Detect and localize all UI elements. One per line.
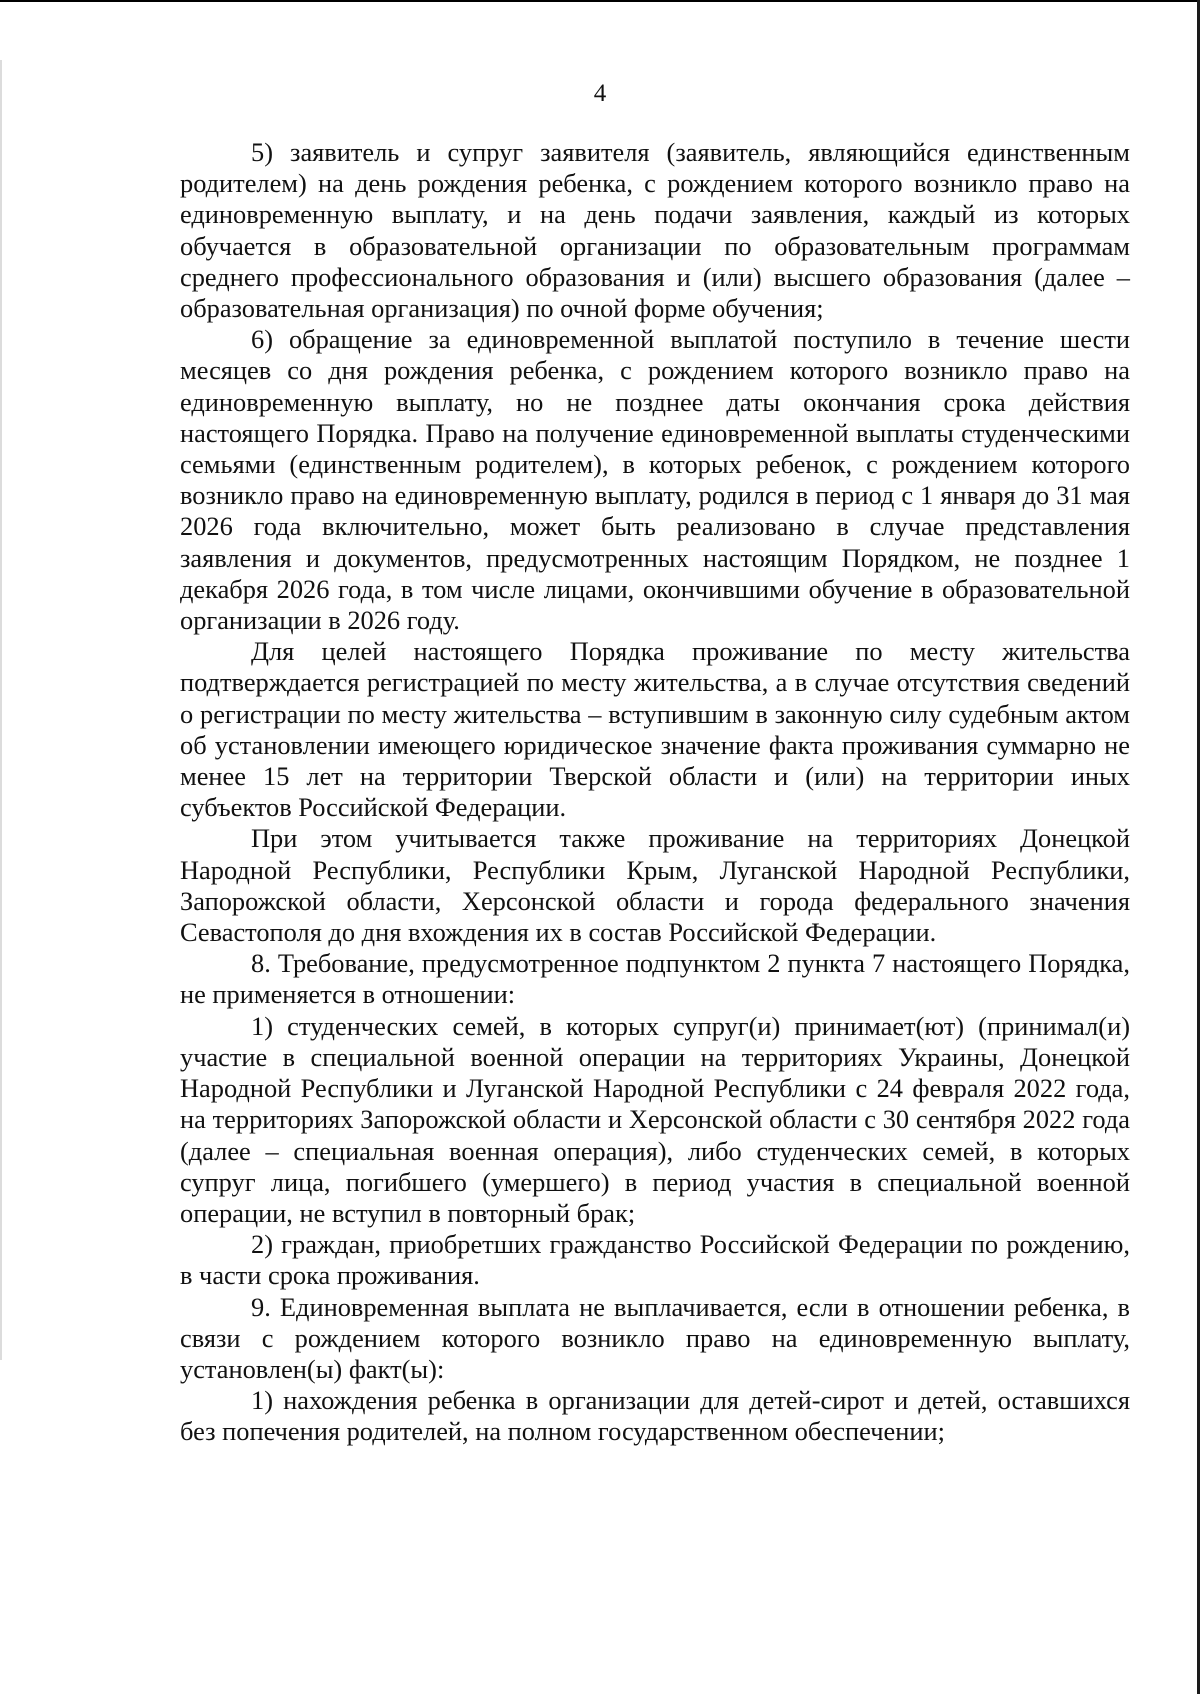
scan-border-top [0, 0, 1200, 2]
paragraph-residence-confirmation: Для целей настоящего Порядка проживание по месту жительства подтверждается регистрацией по месту жительства, а в случае отсутствия сведений о регистрации по месту жительства – вступившим в законную силу судебным актом об установлении имеющего юридическое значение факта проживания суммарно не менее 15 лет на территории Тверской области и (или) на территории иных субъектов Российской Федерации. [180, 636, 1130, 823]
paragraph-residence-territories: При этом учитывается также проживание на территориях Донецкой Народной Республики, Республики Крым, Луганской Народной Республики, Запорожской области, Херсонской области и города федерального значения Севастополя до дня вхождения их в состав Российской Федерации. [180, 823, 1130, 948]
paragraph-clause-8-item-1: 1) студенческих семей, в которых супруг(и) принимает(ют) (принимал(и) участие в специальной военной операции на территориях Украины, Донецкой Народной Республики и Луганской Народной Республики с 24 февраля 2022 года, на территориях Запорожской области и Херсонской области с 30 сентября 2022 года (далее – специальная военная операция), либо студенческих семей, в которых супруг лица, погибшего (умершего) в период участия в специальной военной операции, не вступил в повторный брак; [180, 1010, 1130, 1228]
document-body [180, 137, 1130, 1448]
paragraph-clause-8: 8. Требование, предусмотренное подпунктом 2 пункта 7 настоящего Порядка, не применяется в отношении: [180, 948, 1130, 1010]
scan-border-left [0, 60, 2, 1360]
page-number: 4 [593, 80, 607, 107]
paragraph-clause-8-item-2: 2) граждан, приобретших гражданство Российской Федерации по рождению, в части срока проживания. [180, 1229, 1130, 1291]
paragraph-clause-9: 9. Единовременная выплата не выплачивается, если в отношении ребенка, в связи с рождением которого возникло право на единовременную выплату, установлен(ы) факт(ы): [180, 1291, 1130, 1384]
paragraph-item-6: 6) обращение за единовременной выплатой поступило в течение шести месяцев со дня рождения ребенка, с рождением которого возникло право на единовременную выплату, но не позднее даты окончания срока действия настоящего Порядка. Право на получение единовременной выплаты студенческими семьями (единственным родителем), в которых ребенок, с рождением которого возникло право на единовременную выплату, родился в период с 1 января до 31 мая 2026 года включительно, может быть реализовано в случае представления заявления и документов, предусмотренных настоящим Порядком, не позднее 1 декабря 2026 года, в том числе лицами, окончившими обучение в образовательной организации в 2026 году. [180, 324, 1130, 636]
paragraph-clause-9-item-1: 1) нахождения ребенка в организации для детей-сирот и детей, оставшихся без попечения родителей, на полном государственном обеспечении; [180, 1385, 1130, 1447]
paragraph-item-5: 5) заявитель и супруг заявителя (заявитель, являющийся единственным родителем) на день рождения ребенка, с рождением которого возникло право на единовременную выплату, и на день подачи заявления, каждый из которых обучается в образовательной организации по образовательным программам среднего профессионального образования и (или) высшего образования (далее – образовательная организация) по очной форме обучения; [180, 137, 1130, 324]
